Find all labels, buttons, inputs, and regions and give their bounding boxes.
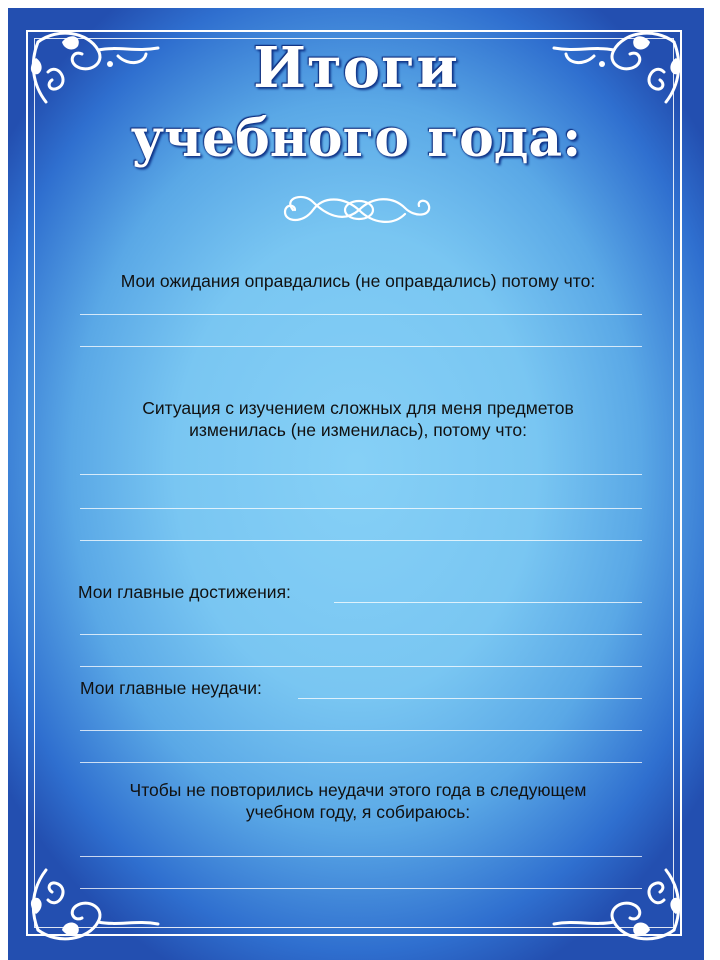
answer-line[interactable] [80, 346, 642, 347]
corner-ornament-bottom-left [18, 860, 168, 950]
answer-line[interactable] [80, 730, 642, 731]
answer-line[interactable] [80, 314, 642, 315]
answer-line[interactable] [80, 666, 642, 667]
question-failures: Мои главные неудачи: [80, 678, 262, 698]
page-title-line-1: Итоги [253, 35, 459, 101]
answer-line[interactable] [80, 888, 642, 889]
page-title-line-2: учебного года: [130, 108, 582, 169]
question-difficult-subjects-line-2: изменилась (не изменилась), потому что: [189, 420, 527, 440]
answer-line[interactable] [80, 634, 642, 635]
answer-line-inline[interactable] [334, 602, 642, 603]
answer-line[interactable] [80, 508, 642, 509]
question-next-year-plans-line-2: учебном году, я собираюсь: [245, 802, 471, 822]
answer-line-inline[interactable] [298, 698, 642, 699]
question-achievements: Мои главные достижения: [78, 582, 291, 602]
corner-ornament-bottom-right [544, 860, 694, 950]
question-expectations: Мои ожидания оправдались (не оправдались) потому что: [120, 271, 596, 291]
question-next-year-plans-line-1: Чтобы не повторились неудачи этого года в следующем [129, 780, 587, 800]
answer-line[interactable] [80, 474, 642, 475]
answer-line[interactable] [80, 762, 642, 763]
question-difficult-subjects-line-1: Ситуация с изучением сложных для меня предметов [142, 398, 574, 418]
answer-line[interactable] [80, 540, 642, 541]
answer-line[interactable] [80, 856, 642, 857]
title-flourish-ornament [273, 188, 443, 233]
certificate-page [8, 8, 704, 960]
